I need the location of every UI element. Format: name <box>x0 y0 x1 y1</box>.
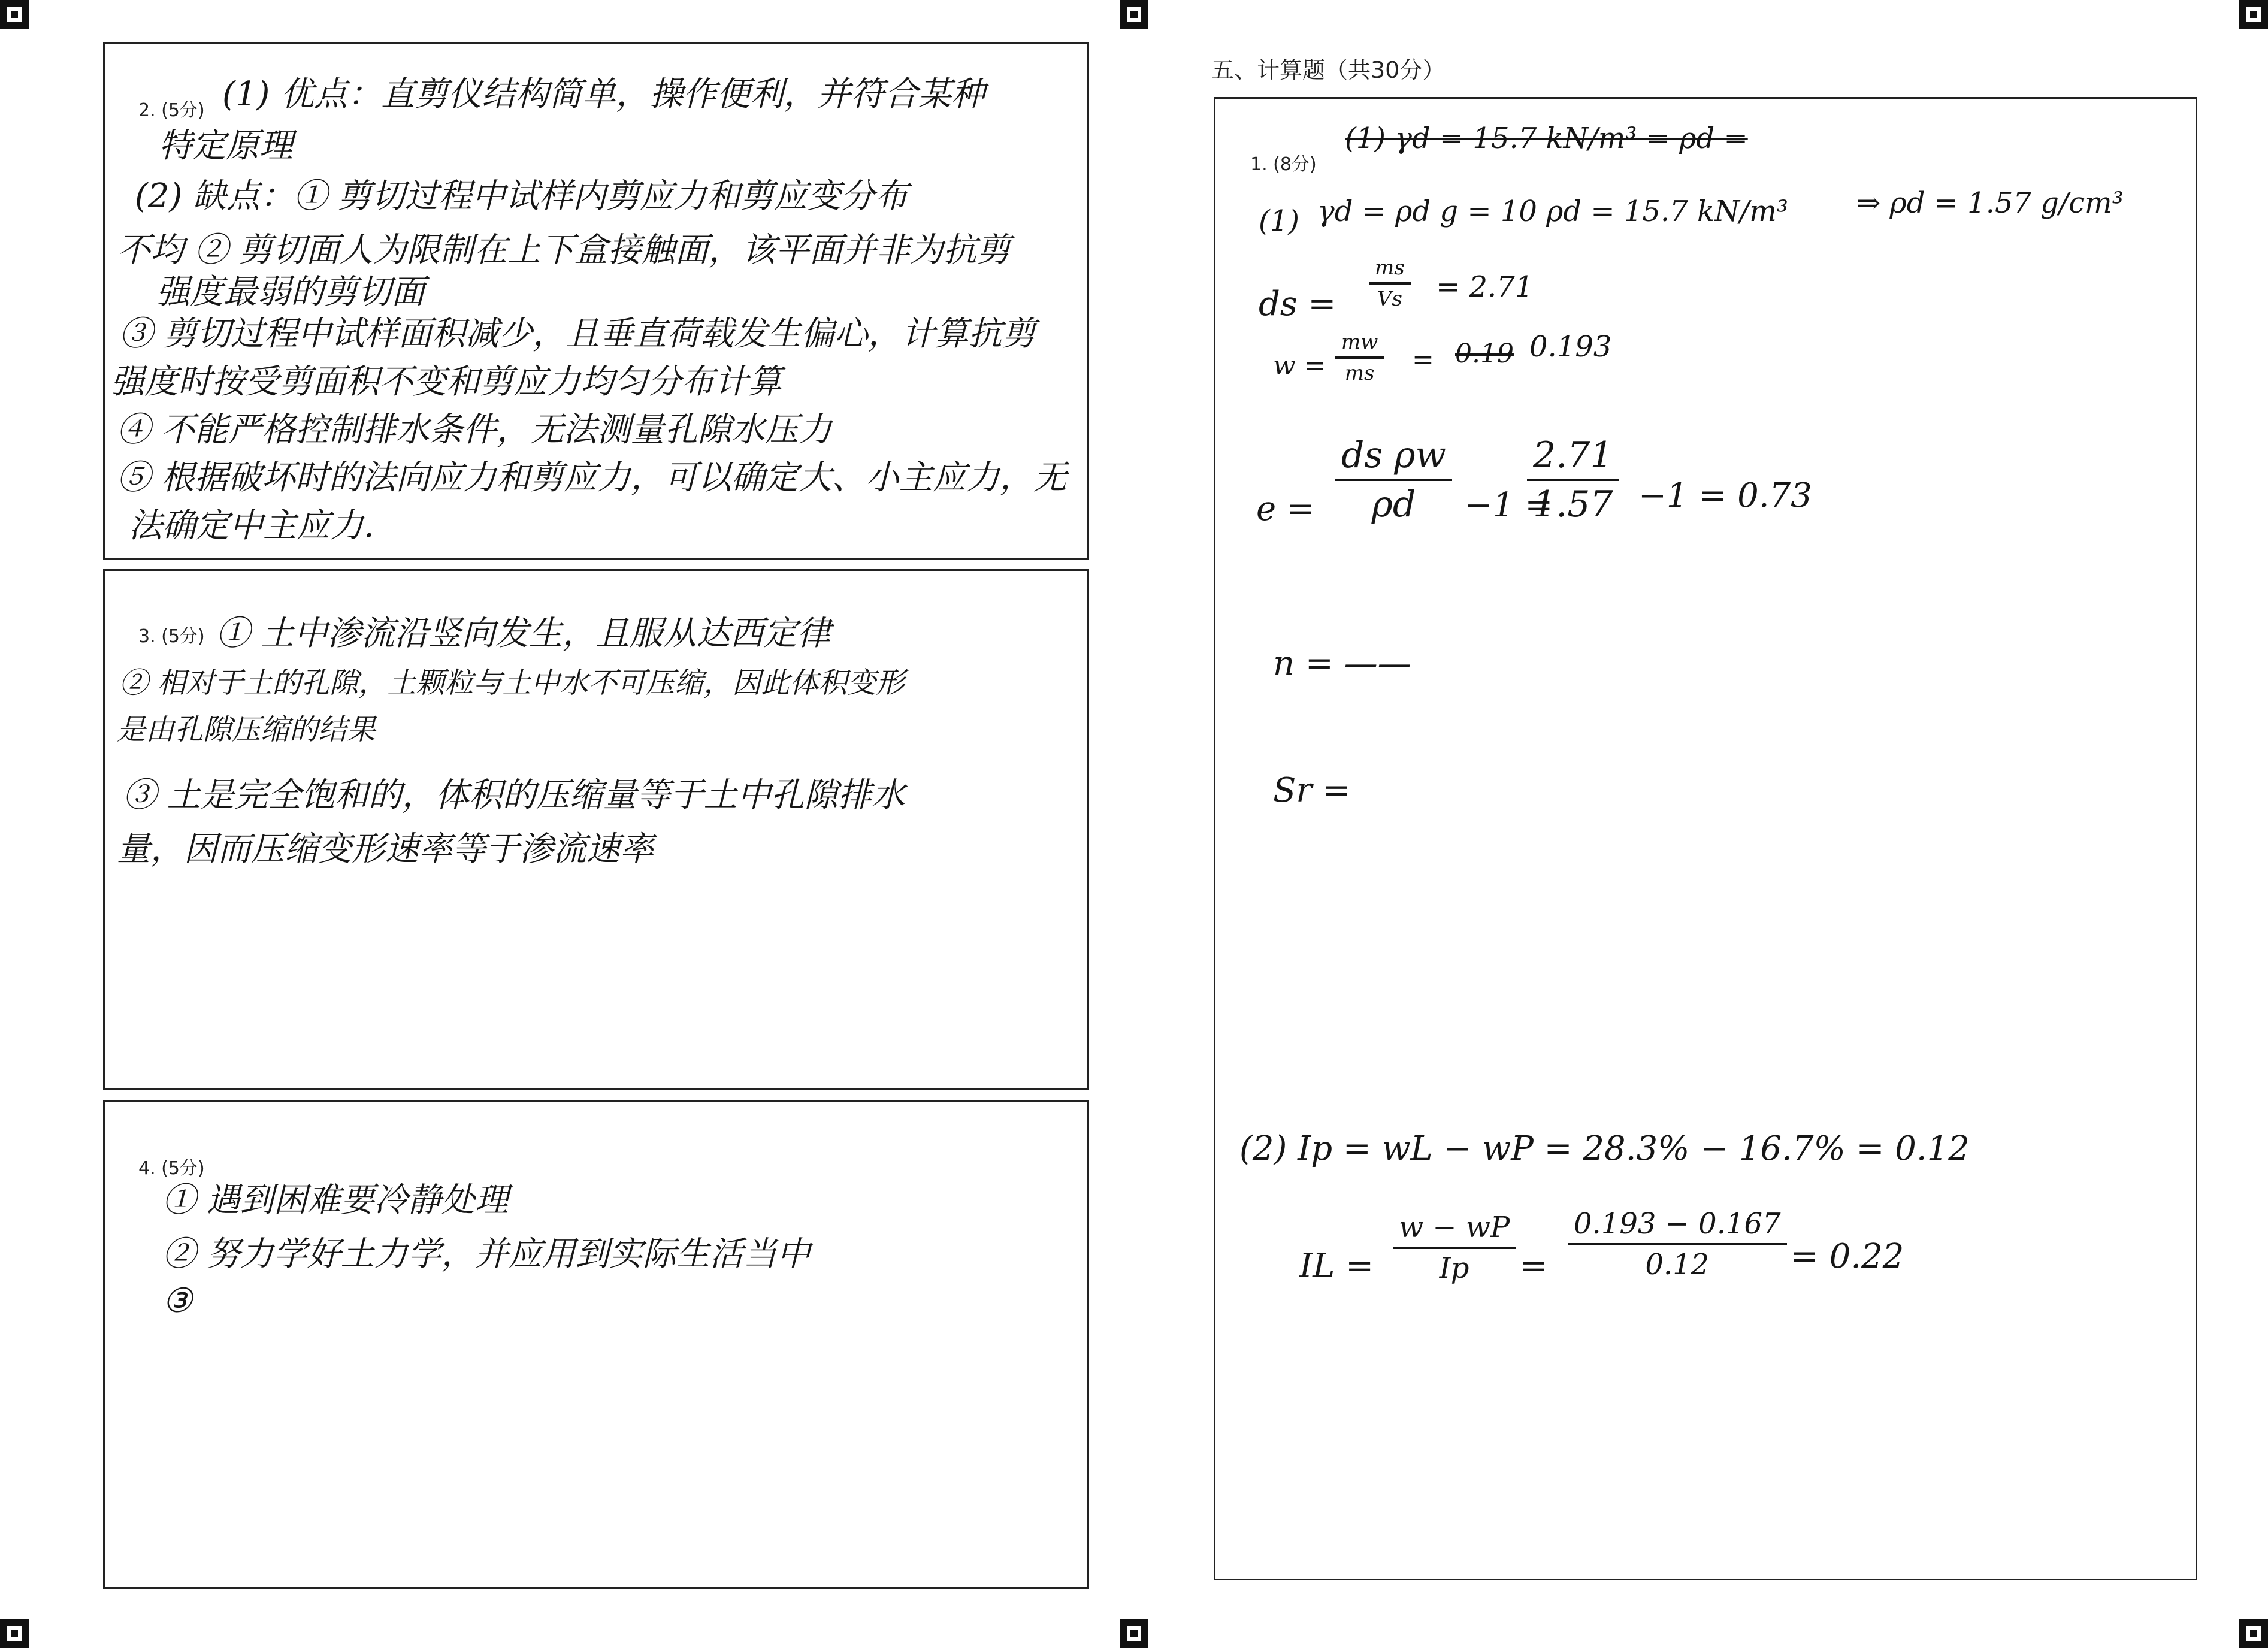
q2-line-10: 法确定中主应力. <box>129 506 374 545</box>
corner-marker-bottom-left <box>0 1619 29 1648</box>
section-title: 五、计算题（共30分） <box>1211 57 1446 83</box>
corner-marker-top-right <box>2239 0 2268 29</box>
e-fraction-values <box>1527 434 1619 525</box>
ds-fraction-bar <box>1369 282 1411 285</box>
q2-line-5: 强度最弱的剪切面 <box>156 273 425 312</box>
q3-line-2: ② 相对于土的孔隙，土颗粒与土中水不可压缩，因此体积变形 <box>119 666 905 700</box>
e-numerator-value: 2.71 <box>1533 434 1613 476</box>
il-equals: = <box>1520 1247 1548 1286</box>
il-denominator-value: 0.12 <box>1645 1248 1710 1281</box>
w-fraction <box>1335 330 1384 385</box>
il-fraction-bar <box>1393 1247 1516 1249</box>
q3-line-4: ③ 土是完全饱和的，体积的压缩量等于土中孔隙排水 <box>123 776 905 815</box>
q2-line-3: (2) 缺点：① 剪切过程中试样内剪应力和剪应变分布 <box>135 177 908 216</box>
il-numerator-value: 0.193 − 0.167 <box>1574 1207 1781 1241</box>
e-fraction <box>1335 434 1452 525</box>
answer-box-q2 <box>103 42 1089 560</box>
ds-numerator: ms <box>1375 256 1405 280</box>
w-lhs: w = <box>1273 350 1326 381</box>
q4-line-3: ③ <box>162 1281 193 1320</box>
w-denominator: ms <box>1344 361 1375 385</box>
il-fraction <box>1393 1211 1516 1285</box>
ds-lhs: ds = <box>1259 285 1336 323</box>
il-denominator: Ip <box>1439 1251 1469 1285</box>
question-label-calc-q1: 1. (8分) <box>1250 154 1317 175</box>
answer-box-q4 <box>103 1100 1089 1589</box>
q3-line-1: ① 土中渗流沿竖向发生，且服从达西定律 <box>216 614 831 653</box>
q2-line-2: 特定原理 <box>159 126 293 165</box>
answer-box-q3 <box>103 569 1089 1090</box>
question-label-q3: 3. (5分) <box>138 626 205 647</box>
corner-marker-top-left <box>0 0 29 29</box>
q3-line-3: 是由孔隙压缩的结果 <box>117 713 376 746</box>
ds-denominator: Vs <box>1377 287 1402 311</box>
q2-line-9: ⑤ 根据破坏时的法向应力和剪应力，可以确定大、小主应力，无 <box>117 458 1067 497</box>
e-lhs: e = <box>1256 489 1315 528</box>
il-fraction-values-bar <box>1568 1243 1787 1245</box>
question-label-q2: 2. (5分) <box>138 100 205 121</box>
q2-line-8: ④ 不能严格控制排水条件，无法测量孔隙水压力 <box>117 410 832 449</box>
struck-first-attempt: (1) γd = 15.7 kN/m³ = ρd = <box>1345 122 1748 155</box>
q4-line-2: ② 努力学好土力学，并应用到实际生活当中 <box>162 1235 811 1274</box>
sr-lhs: Sr = <box>1273 771 1351 810</box>
il-lhs: IL = <box>1299 1247 1374 1286</box>
e-result: −1 = 0.73 <box>1638 476 1812 515</box>
q2-line-4: 不均 ② 剪切面人为限制在上下盒接触面，该平面并非为抗剪 <box>117 231 1011 270</box>
w-numerator: mw <box>1341 330 1378 354</box>
gamma-prefix: (1) <box>1259 204 1299 238</box>
e-minus-one: −1 = <box>1465 486 1553 525</box>
corner-marker-bottom-right <box>2239 1619 2268 1648</box>
il-result: = 0.22 <box>1791 1237 1904 1276</box>
e-fraction-values-bar <box>1527 479 1619 481</box>
corner-marker-bottom-center <box>1120 1619 1148 1648</box>
q2-line-1: (1) 优点：直剪仪结构简单，操作便利，并符合某种 <box>222 75 985 114</box>
il-numerator: w − wP <box>1399 1211 1510 1244</box>
n-lhs: n = —— <box>1273 644 1411 683</box>
q2-line-6: ③ 剪切过程中试样面积减少，且垂直荷载发生偏心，计算抗剪 <box>119 315 1036 353</box>
question-label-q4: 4. (5分) <box>138 1158 205 1179</box>
e-denominator: ρd <box>1371 483 1416 525</box>
gamma-equation: γd = ρd g = 10 ρd = 15.7 kN/m³ <box>1317 195 1788 228</box>
w-result: 0.193 <box>1529 330 1612 364</box>
e-fraction-bar <box>1335 479 1452 481</box>
ds-result: = 2.71 <box>1436 270 1534 304</box>
q2-line-7: 强度时按受剪面积不变和剪应力均匀分布计算 <box>111 362 782 401</box>
e-numerator: ds ρw <box>1341 434 1446 476</box>
e-denominator-value: 1.57 <box>1533 483 1613 525</box>
ds-fraction <box>1369 256 1411 311</box>
ip-equation: (2) Ip = wL − wP = 28.3% − 16.7% = 0.12 <box>1239 1129 1970 1168</box>
w-struck-value: 0.19 <box>1455 338 1514 369</box>
answer-box-calc-q1 <box>1214 97 2197 1580</box>
w-equals: = <box>1412 344 1434 375</box>
rho-result: ⇒ ρd = 1.57 g/cm³ <box>1856 186 2124 220</box>
w-fraction-bar <box>1335 356 1384 359</box>
q3-line-5: 量，因而压缩变形速率等于渗流速率 <box>117 830 654 869</box>
q4-line-1: ① 遇到困难要冷静处理 <box>162 1181 509 1220</box>
corner-marker-top-center <box>1120 0 1148 29</box>
il-fraction-values <box>1568 1207 1787 1281</box>
